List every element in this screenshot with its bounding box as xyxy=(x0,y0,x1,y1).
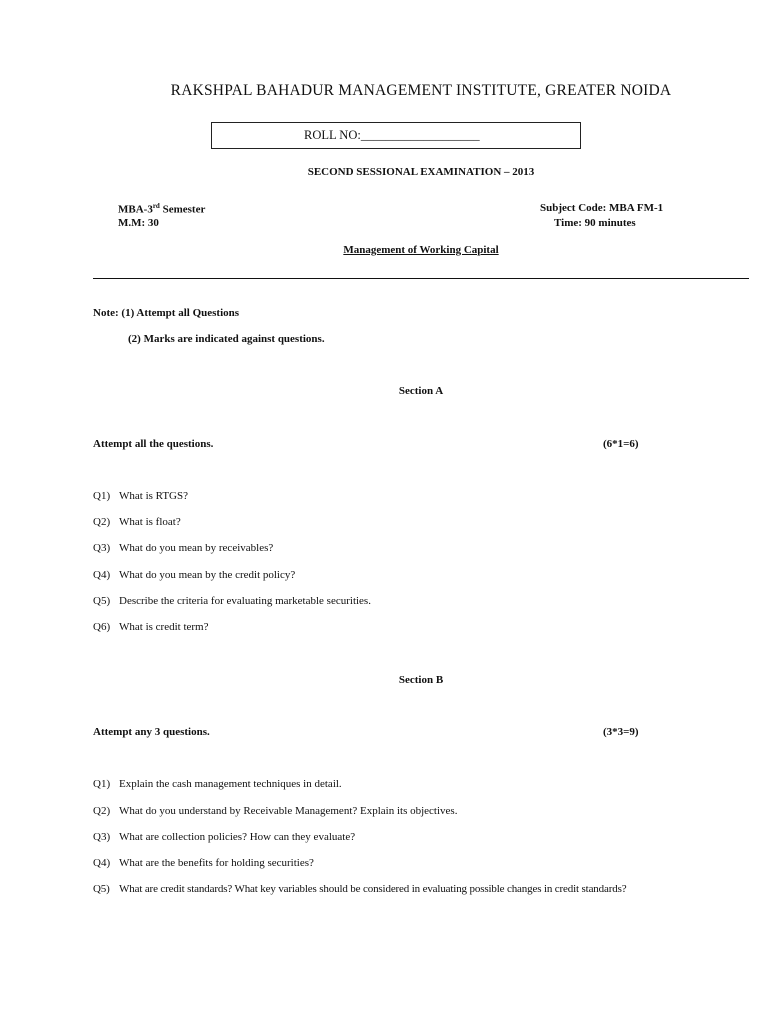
question-number: Q3) xyxy=(93,542,111,554)
question-number: Q5) xyxy=(93,595,111,607)
question-text: What is credit term? xyxy=(119,621,209,633)
section-a-instruction: Attempt all the questions. xyxy=(93,438,214,450)
question-item xyxy=(93,595,371,607)
question-number: Q6) xyxy=(93,621,111,633)
semester-prefix: MBA-3 xyxy=(118,203,153,216)
question-item xyxy=(93,516,181,528)
question-item xyxy=(93,490,188,502)
question-item xyxy=(93,831,355,843)
question-item xyxy=(93,621,209,633)
section-a-marks: (6*1=6) xyxy=(603,438,639,450)
question-number: Q3) xyxy=(93,831,111,843)
section-b-instruction: Attempt any 3 questions. xyxy=(93,726,210,738)
question-item xyxy=(93,569,295,581)
question-number: Q2) xyxy=(93,805,111,817)
question-text: What do you mean by the credit policy? xyxy=(119,569,296,581)
section-a-title: Section A xyxy=(398,385,444,397)
semester-ordinal: rd xyxy=(152,202,160,210)
question-text: Describe the criteria for evaluating marketable securities. xyxy=(119,595,371,607)
question-number: Q1) xyxy=(93,778,111,790)
question-item xyxy=(93,857,314,869)
subject-code: Subject Code: MBA FM-1 xyxy=(540,202,664,214)
question-item xyxy=(93,805,457,817)
question-number: Q4) xyxy=(93,857,111,869)
question-number: Q5) xyxy=(93,883,110,895)
section-b-title: Section B xyxy=(398,674,444,686)
question-item xyxy=(93,778,342,790)
exam-title: SECOND SESSIONAL EXAMINATION – 2013 xyxy=(307,166,535,178)
question-text: What is RTGS? xyxy=(119,490,188,502)
question-text: What are credit standards? What key variables should be considered in evaluating possible changes in credit standards? xyxy=(119,883,627,895)
question-item xyxy=(93,542,273,554)
roll-number-label: ROLL NO:___________________ xyxy=(304,128,480,142)
section-b-marks: (3*3=9) xyxy=(603,726,639,738)
question-text: What are the benefits for holding securities? xyxy=(119,857,314,869)
max-marks: M.M: 30 xyxy=(118,217,159,229)
question-number: Q2) xyxy=(93,516,111,528)
question-number: Q4) xyxy=(93,569,111,581)
question-item xyxy=(93,883,626,895)
question-text: What do you mean by receivables? xyxy=(119,542,274,554)
question-text: Explain the cash management techniques in detail. xyxy=(119,778,342,790)
note-2: (2) Marks are indicated against questions. xyxy=(128,333,325,345)
subject-title: Management of Working Capital xyxy=(343,244,499,256)
institute-name: RAKSHPAL BAHADUR MANAGEMENT INSTITUTE, GREATER NOIDA xyxy=(170,82,672,99)
exam-time: Time: 90 minutes xyxy=(554,217,636,229)
roll-number-box xyxy=(211,122,581,149)
semester xyxy=(118,202,205,216)
question-number: Q1) xyxy=(93,490,111,502)
semester-suffix: Semester xyxy=(159,203,206,216)
header-divider xyxy=(93,278,749,279)
note-1: Note: (1) Attempt all Questions xyxy=(93,307,240,319)
question-text: What do you understand by Receivable Management? Explain its objectives. xyxy=(119,805,458,817)
question-text: What is float? xyxy=(119,516,181,528)
question-text: What are collection policies? How can they evaluate? xyxy=(119,831,356,843)
